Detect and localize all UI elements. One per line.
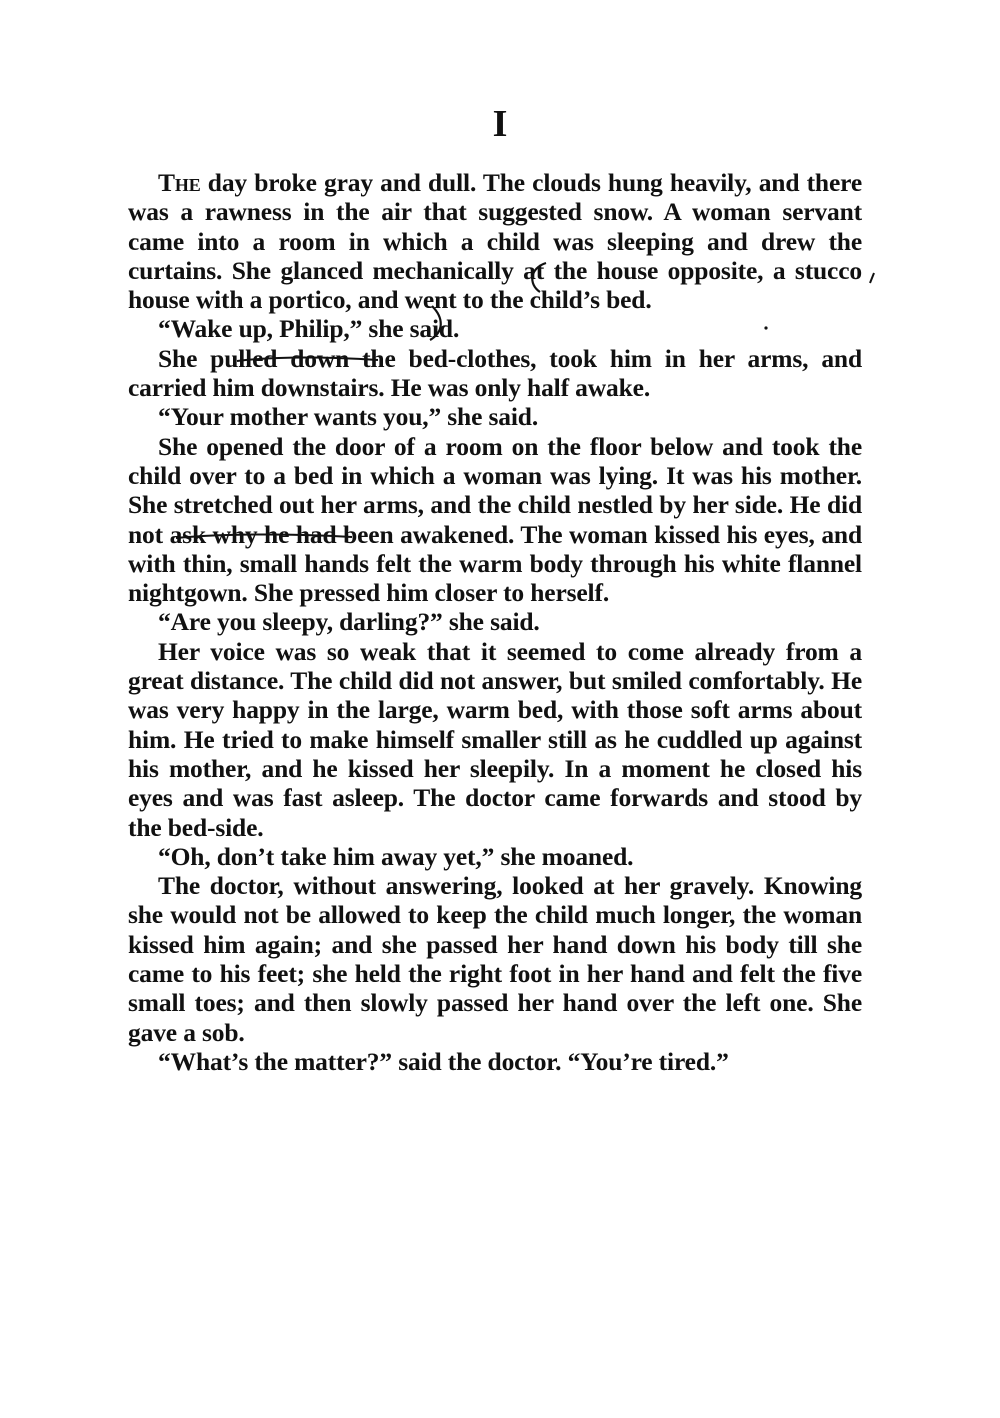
paragraph-9: The doctor, without answering, looked at her gravely. Knowing she would not be allowed to keep the child much longer, the woman kissed him again; and she passed her hand down his body till she came to his feet; she held the right foot in her hand and felt the five small toes; and then slowly passed her hand over the left one. She gave a sob. [128, 871, 862, 1047]
chapter-text [128, 168, 862, 1076]
paragraph-3: She pulled down the bed-clothes, took him in her arms, and carried him downstairs. He was only half awake. [128, 343, 862, 403]
paragraph-4: “Your mother wants you,” she said. [158, 402, 539, 432]
paragraph-2: “Wake up, Philip,” she said. [158, 314, 460, 344]
pen-mark-margin [870, 273, 874, 283]
chapter-number: I [492, 103, 508, 145]
paragraph-lead-word: The [158, 168, 201, 197]
paragraph-5: She opened the door of a room on the floor below and took the child over to a bed in which a woman was lying. It was his mother. She stretched out her arms, and the child nestled by her side. He did not ask why he had been awakened. The woman kissed his eyes, and with thin, small hands felt the warm body through his white flannel nightgown. She pressed him closer to herself. [128, 431, 862, 608]
paragraph-7: Her voice was so weak that it seemed to come already from a great distance. The child did not answer, but smiled comfortably. He was very happy in the large, warm bed, with those soft arms about him. He tried to make himself smaller still as he cuddled up against his mother, and he kissed her sleepily. In a moment he closed his eyes and was fast asleep. The doctor came forwards and stood by the bed-side. [128, 636, 862, 842]
paragraph-10: “What’s the matter?” said the doctor. “You’re tired.” [158, 1046, 729, 1076]
paragraph-6: “Are you sleepy, darling?” she said. [158, 607, 540, 637]
paragraph-1 [128, 168, 862, 314]
paragraph-8: “Oh, don’t take him away yet,” she moaned. [158, 841, 634, 871]
paragraph-1-text: day broke gray and dull. The clouds hung heavily, and there was a rawness in the air that suggested snow. A woman servant came into a room in which a child was sleeping and drew the curtains. She glanced mechanically at the house opposite, a stucco house with a portico, and went to the child’s bed. [128, 168, 862, 315]
